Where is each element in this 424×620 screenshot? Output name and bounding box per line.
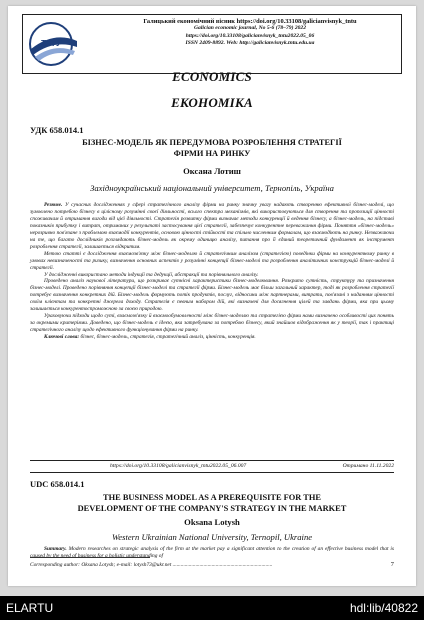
title-line: БІЗНЕС-МОДЕЛЬ ЯК ПЕРЕДУМОВА РОЗРОБЛЕННЯ СТРАТЕГІЇ	[82, 138, 342, 147]
header-line: ISSN 2409-8892. Web: http://galicianvisnyk.tntu.edu.ua	[185, 40, 315, 47]
author-en: Oksana Lotysh	[184, 517, 240, 527]
abstract-paragraph: У дослідженні використано методи індукції та дедукції, абстракції та порівняльного аналізу.	[44, 271, 259, 278]
keywords-text: бізнес, бізнес-модель, стратегія, стратегічний аналіз, цінність, конкуренція.	[79, 334, 256, 341]
author-ua: Оксана Лотиш	[183, 166, 241, 176]
header-line: Galician economic journal, No 5-6 (78–79) 2022	[193, 25, 307, 32]
received-date: Отримано 11.11.2022	[342, 463, 394, 469]
repository-name[interactable]: ELARTU	[6, 601, 54, 615]
article-title-ua	[38, 138, 386, 159]
corresponding-author: Corresponding author: Oksana Lotysh; e-mail: lotysh73@ukr.net ..........................................................................	[30, 562, 273, 568]
handle-id[interactable]: hdl:lib/40822	[349, 601, 418, 615]
footnote-rule	[30, 557, 150, 558]
divider	[30, 472, 394, 473]
title-line: THE BUSINESS MODEL AS A PREREQUISITE FOR THE	[103, 493, 321, 502]
abstract-ua	[30, 202, 394, 341]
viewer-bottom-bar	[0, 596, 424, 620]
affiliation-ua: Західноукраїнський національний університет, Тернопіль, Україна	[90, 183, 334, 193]
journal-header	[22, 14, 402, 74]
summary-label: Summary.	[44, 546, 67, 552]
abstract-text: У сучасних дослідженнях у сфері стратегічного аналізу фірми на ринку значну увагу надають створенню ефективної бізнес-моделі, що зумовлено потребою бізнесу в цілісному розумінні своєї діяльності, всього спектра механізмів, які використовуються для створення та пропозиції цінності споживачам й отримання вигоди від цієї діяльності. Стратегія розвитку фірми визначає методи конкуренції й ведення бізнесу, а бізнес-модель, на підставі показників прибутку і витрат, отриманих у результаті застосування цієї стратегії, забезпечує конкурентне переважання фірми. Поняття «бізнес-модель» нерозривно пов'язане з проблемою взаємодії конкурентів, основою цінності стійкості та спільно численним формалам, що взаємодіють на ринку. Незважаючи на те, що багато дослідників розглядають бізнес-модель як окрему одиницю аналізу, питання про її єдиний теоретичний фундамент як інструмент розроблення стратегії, залишається відкритим.	[30, 202, 394, 250]
keywords-label: Ключові слова:	[44, 334, 80, 341]
header-line: Галицький економічний вісник https://doi.org/10.33108/galicianvisnyk_tntu	[143, 18, 357, 25]
page-number: 7	[390, 561, 394, 568]
summary-text: Modern researches on strategic analysis of the firm at the market pay a significant attention to the creation of an effective business model that is caused by the need of business for a holistic understanding of	[30, 546, 394, 559]
abstract-label: Резюме.	[44, 202, 63, 208]
tntu-logo-icon	[29, 21, 79, 67]
doi-link[interactable]: https://doi.org/10.33108/galicianvisnyk_tntu2022.05_06.007	[110, 463, 247, 469]
udk-code: УДК 658.014.1	[30, 125, 84, 135]
abstract-paragraph: Метою статті є дослідження взаємозв'язку між бізнес-моделлю й стратегічним аналізом (стратегією) поведінки фірми на конкурентному ринку в умовах невизначеності та ризику, визначення основних аспектів у розумінні концепції бізнес-моделі та розроблення аналітичних конструкцій бізнес-моделі й стратегії.	[30, 250, 394, 271]
abstract-paragraph: Проведено аналіз наукової літератури, що розкриває сутнісні характеристики бізнес-моделювання. Розкрито сутність, структуру та призначення бізнес-моделі. Проведено порівняння концепції бізнес-моделі та стратегії фірми. Бізнес-модель має більш загальний характер, тоді як розроблення стратегії потребує визначення конкретних дій. Бізнес-модель формують потік продуктів, послуг, відносини між партнерами, витрати, пов'язані з наданням цінності своїм клієнтам та конкретні джерела доходу. Стратегія є певним набором дій, які визначені для досягнення цілей та завдань фірми, яка при цьому залишається конкурентоспроможною за своєю природою.	[30, 278, 394, 313]
title-line: DEVELOPMENT OF THE COMPANY'S STRATEGY IN THE MARKET	[77, 503, 347, 513]
header-lines	[101, 18, 399, 48]
journal-page	[8, 6, 416, 586]
affiliation-en: Western Ukrainian National University, Ternopil, Ukraine	[111, 532, 313, 542]
logo-text: ТНТУ	[40, 39, 62, 48]
section-title-en: ECONOMICS	[172, 69, 252, 84]
page-footer	[30, 562, 394, 568]
abstract-paragraph: Ураховуючи підходи щодо суті, взаємозв'язку й взаємообумовленості між бізнес-моделлю та стратегією фірми нами визначено особливості цих понять за окремими критеріями. Доведено, що бізнес-модель є ідеєю, яка затребувана за потребою бізнесу, який знайшов відображення як у теорії, так і практиці стратегічного аналізу щодо ефективного функціонування фірми на ринку.	[30, 313, 394, 334]
header-line: https://doi.org/10.33108/galicianvisnyk_tntu2022.05_06	[185, 32, 315, 39]
abstract-paragraph	[30, 202, 394, 251]
section-title-ua: ЕКОНОМІКА	[171, 95, 253, 110]
title-line: ФІРМИ НА РИНКУ	[173, 148, 251, 158]
divider	[30, 460, 394, 461]
article-title-en	[38, 493, 386, 514]
keywords-paragraph	[30, 334, 394, 341]
udc-code: UDC 658.014.1	[30, 479, 85, 489]
